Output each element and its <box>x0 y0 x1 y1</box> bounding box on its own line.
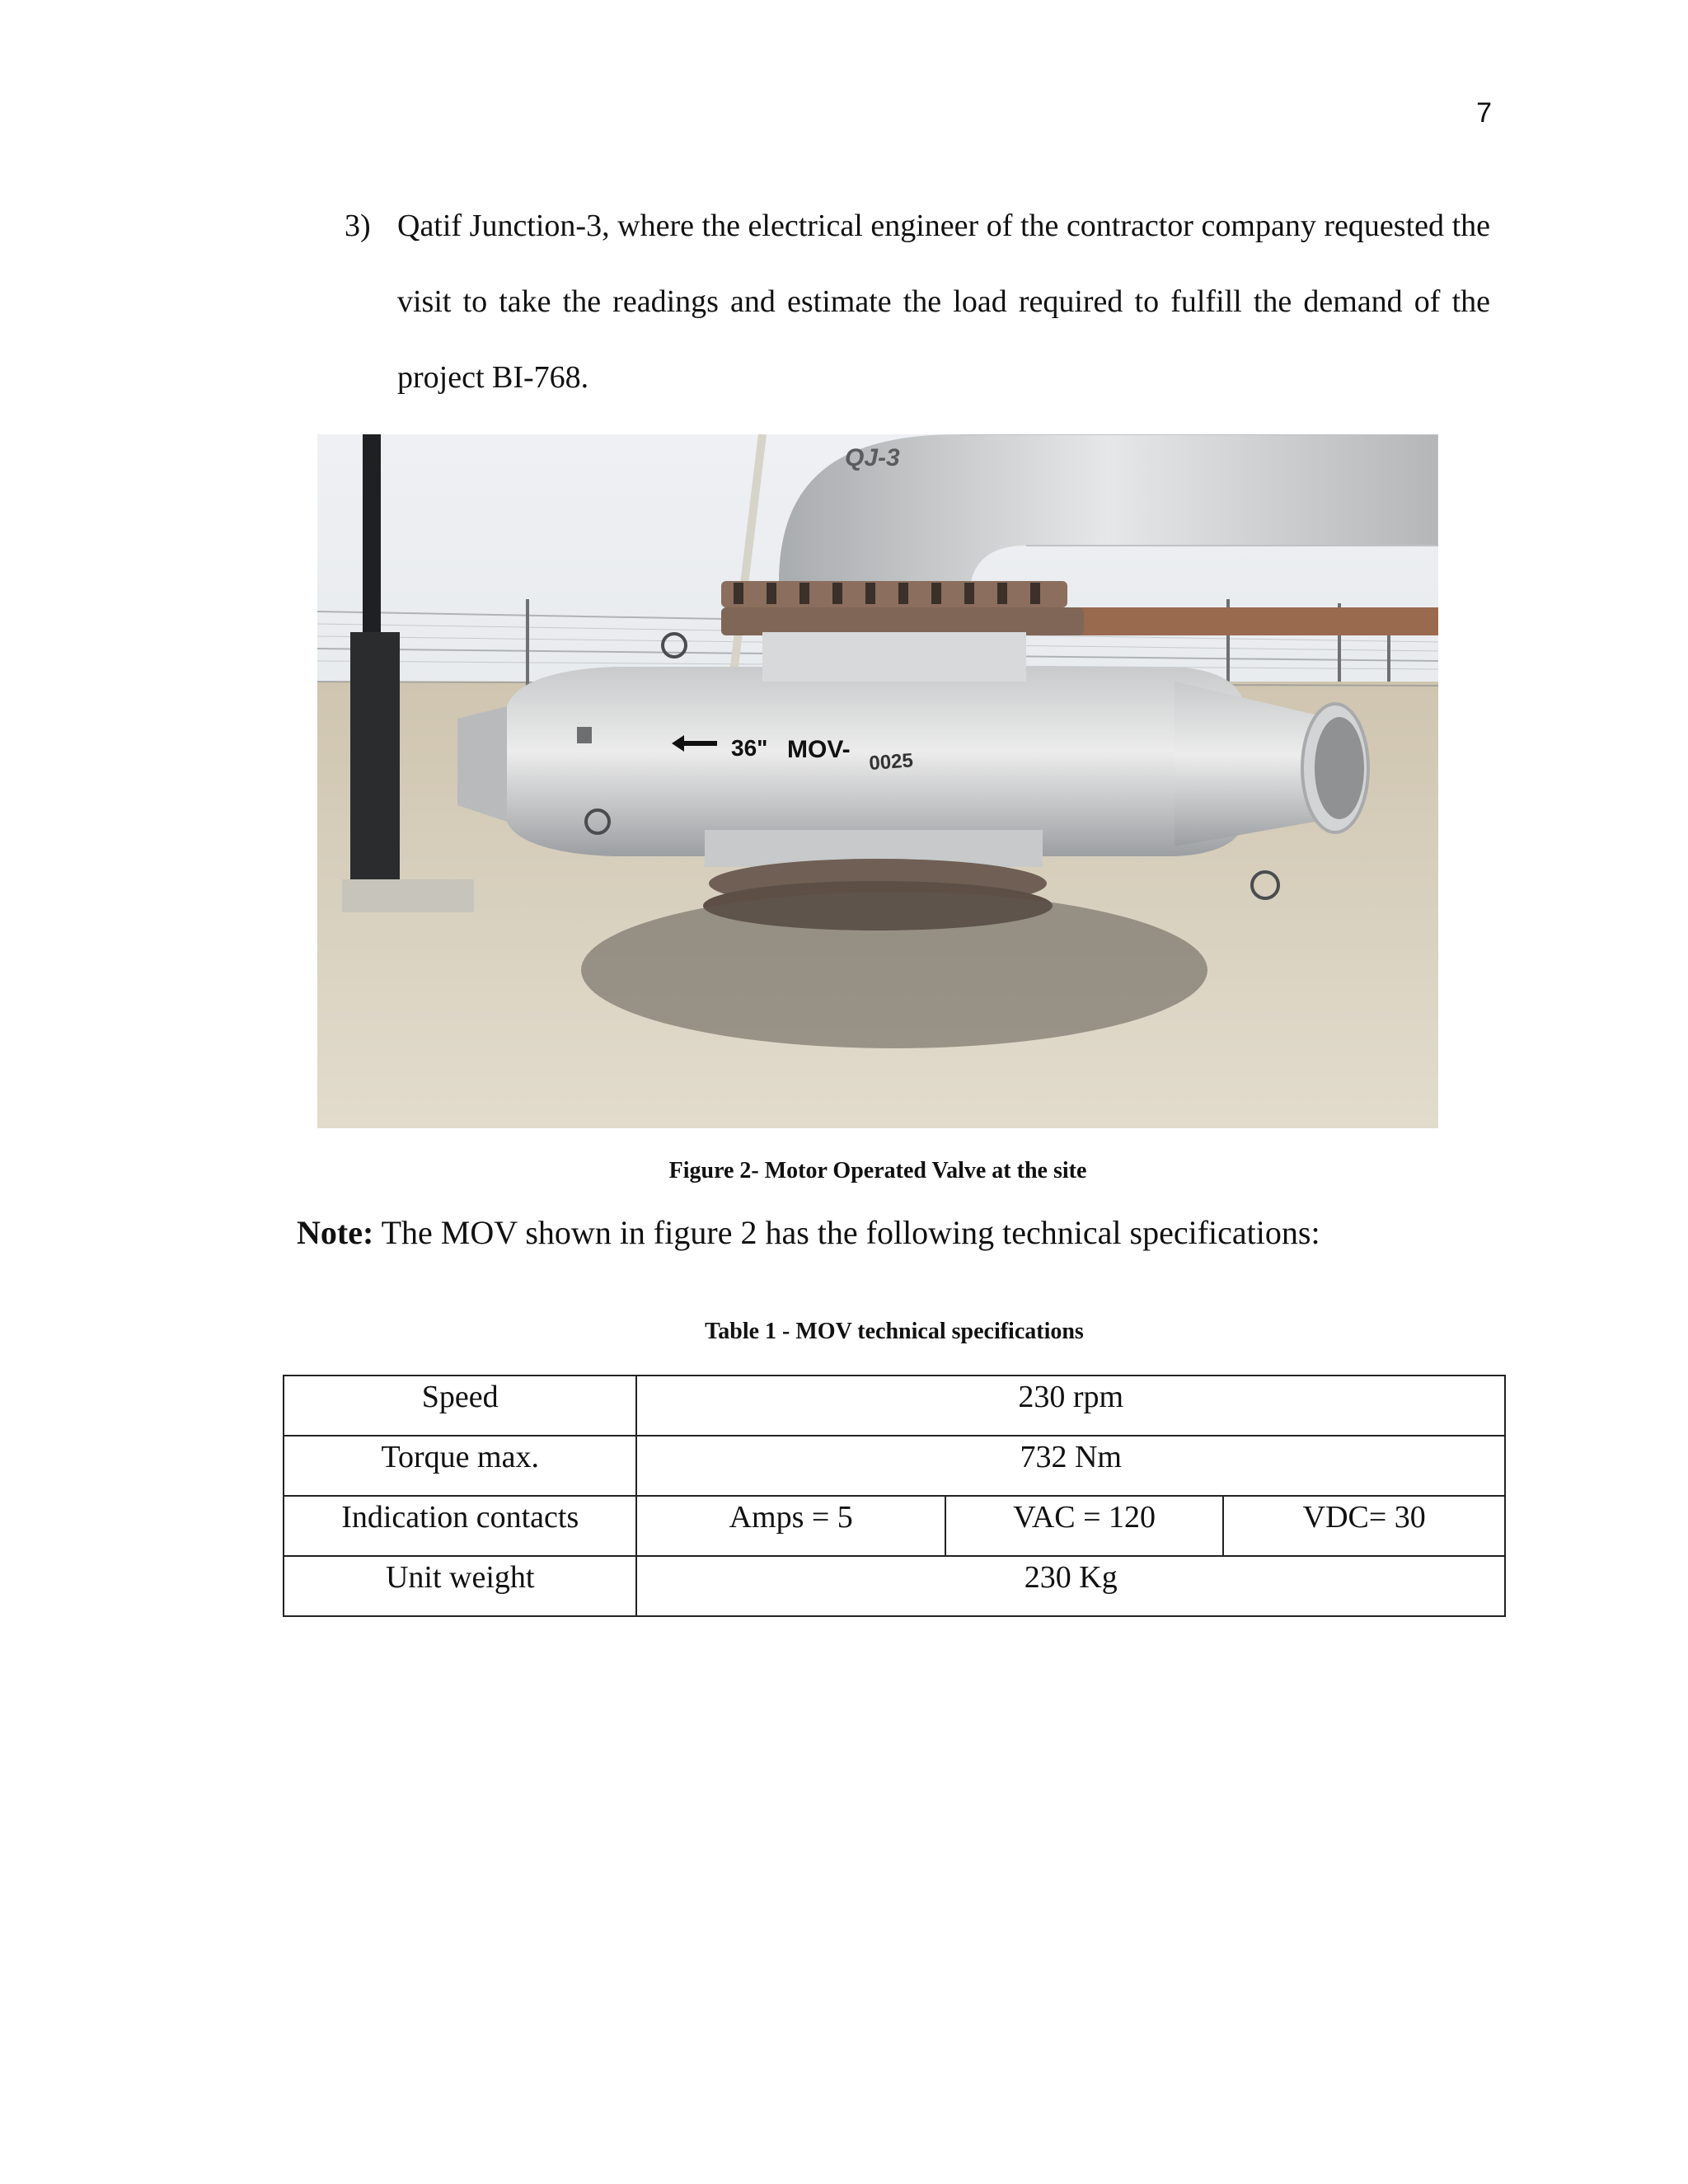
indication-label: Indication contacts <box>284 1496 636 1556</box>
speed-label: Speed <box>284 1376 636 1436</box>
table-row <box>284 1496 1505 1556</box>
torque-label: Torque max. <box>284 1436 636 1496</box>
torque-value: 732 Nm <box>636 1436 1505 1496</box>
table-row <box>284 1376 1505 1436</box>
indication-vdc: VDC= 30 <box>1223 1496 1505 1556</box>
weight-label: Unit weight <box>284 1556 636 1616</box>
weight-value: 230 Kg <box>636 1556 1505 1616</box>
table-row <box>284 1556 1505 1616</box>
size-label: 36" <box>731 735 768 761</box>
indication-vac: VAC = 120 <box>945 1496 1224 1556</box>
figure-caption: Figure 2- Motor Operated Valve at the site <box>668 1158 1087 1183</box>
speed-value: 230 rpm <box>636 1376 1505 1436</box>
page-number: 7 <box>1476 97 1492 129</box>
note-text: The MOV shown in figure 2 has the following technical specifications: <box>381 1214 1320 1251</box>
list-item-text: Qatif Junction-3, where the electrical engineer of the contractor company requested the visit to take the readings and estimate the load required to fulfill the demand of the project BI-768. <box>397 209 1490 395</box>
pipe-label: QJ-3 <box>845 444 900 471</box>
indication-amps: Amps = 5 <box>636 1496 945 1556</box>
tag-number: 0025 <box>868 749 914 775</box>
note <box>297 1213 1533 1252</box>
note-label: Note: <box>297 1214 374 1251</box>
tag-label: MOV- <box>787 736 851 763</box>
table-caption: Table 1 - MOV technical specifications <box>705 1319 1084 1344</box>
table-row <box>284 1436 1505 1496</box>
valve-photo <box>317 434 1438 1128</box>
list-item-number: 3) <box>345 209 371 243</box>
specs-table <box>283 1375 1506 1617</box>
